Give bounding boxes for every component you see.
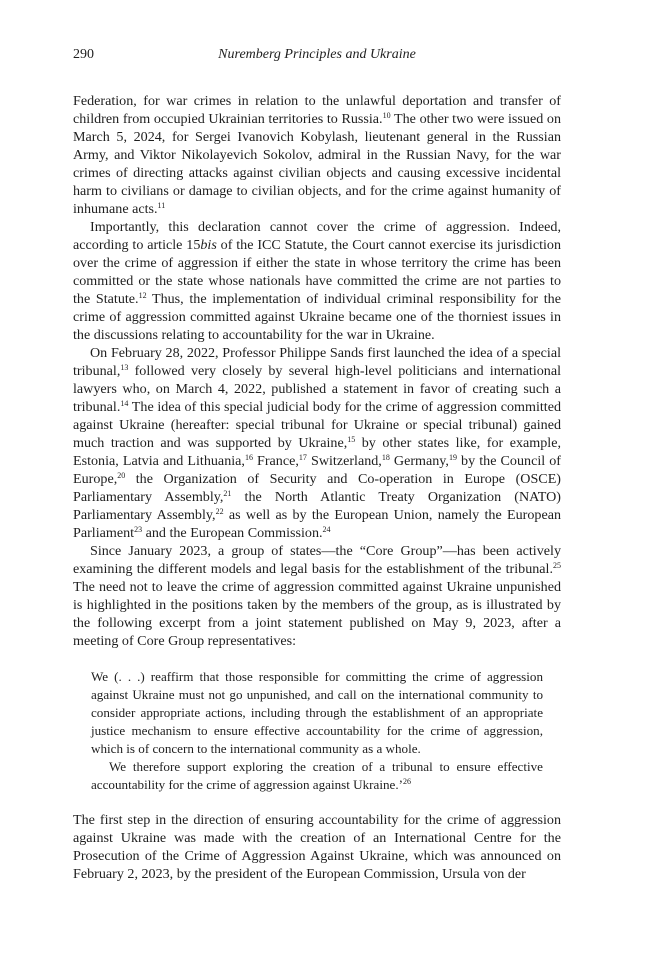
footnote-ref[interactable]: 17	[298, 453, 307, 462]
block-quote	[91, 668, 543, 794]
page-header	[73, 47, 561, 67]
footnote-ref[interactable]: 15	[347, 435, 356, 444]
footnote-ref[interactable]: 26	[402, 777, 411, 786]
paragraph-2: Importantly, this declaration cannot cover the crime of aggression. Indeed, according to article 15bis of the ICC Statute, the Court cannot exercise its jurisdiction over the crime of aggression if either the state in whose territory the crime has been committed or the state whose nationals have committed the crime are not parties to the Statute.$^{12}$ Thus, the implementation of individual criminal responsibility for the crime of aggression committed against Ukraine became one of the thorniest issues in the discussions relating to accountability for the war in Ukraine.	[73, 219, 561, 343]
paragraph-4: Since January 2023, a group of states—the “Core Group”—has been actively examining the different models and legal basis for the establishment of the tribunal.$^{25}$ The need not to leave the crime of aggression committed against Ukraine unpunished is highlighted in the positions taken by the members of the group, as is illustrated by the following excerpt from a joint statement published on May 9, 2023, after a meeting of Core Group representatives:	[73, 543, 561, 649]
footnote-ref[interactable]: 23	[134, 525, 143, 534]
footnote-ref[interactable]: 19	[448, 453, 457, 462]
footnote-ref[interactable]: 25	[553, 561, 561, 570]
footnote-ref[interactable]: 16	[244, 453, 253, 462]
quote-paragraph-2: We therefore support exploring the creation of a tribunal to ensure effective accountability for the crime of aggression against Ukraine.’$^{26}$	[91, 759, 543, 792]
quote-paragraph-1: We (. . .) reaffirm that those responsible for committing the crime of aggression against Ukraine must not go unpunished, and call on the international community to consider appropriate actions, including through the establishment of an appropriate justice mechanism to ensure effective accountability for the crime of aggression, which is of concern to the international community as a whole.	[91, 669, 543, 756]
footnote-ref[interactable]: 22	[215, 507, 224, 516]
footnote-ref[interactable]: 13	[120, 363, 129, 372]
footnote-ref[interactable]: 20	[117, 471, 126, 480]
footnote-ref[interactable]: 21	[223, 489, 232, 498]
page-number: 290	[73, 47, 94, 62]
footnote-ref[interactable]: 12	[138, 291, 147, 300]
footnote-ref[interactable]: 14	[120, 399, 129, 408]
footnote-ref[interactable]: 18	[381, 453, 390, 462]
paragraph-5: The first step in the direction of ensuring accountability for the crime of aggression against Ukraine was made with the creation of an International Centre for the Prosecution of the Crime of Aggression Against Ukraine, which was announced on February 2, 2023, by the president of the European Commission, Ursula von der	[73, 812, 561, 882]
footnote-ref[interactable]: 11	[157, 201, 166, 210]
footnote-ref[interactable]: 10	[382, 111, 391, 120]
running-head: Nuremberg Principles and Ukraine	[218, 47, 416, 62]
paragraph-1: Federation, for war crimes in relation to the unlawful deportation and transfer of children from occupied Ukrainian territories to Russia.$^{10}$ The other two were issued on March 5, 2024, for Sergei Ivanovich Kobylash, lieutenant general in the Russian Army, and Viktor Nikolayevich Sokolov, admiral in the Russian Navy, for the war crimes of directing attacks against civilian objects and causing excessive incidental harm to civilians or damage to civilian objects, and for the crime against humanity of inhumane acts.$^{11}$	[73, 93, 561, 217]
paragraph-3: On February 28, 2022, Professor Philippe Sands first launched the idea of a special tribunal,$^{13}$ followed very closely by several high-level politicians and international lawyers who, on March 4, 2022, published a statement in favor of creating such a tribunal.$^{14}$ The idea of this special judicial body for the crime of aggression committed against Ukraine (hereafter: special tribunal for Ukraine or special tribunal) gained much traction and was supported by Ukraine,$^{15}$ by other states like, for example, Estonia, Latvia and Lithuania,$^{16}$ France,$^{17}$ Switzerland,$^{18}$ Germany,$^{19}$ by the Council of Europe,$^{20}$ the Organization of Security and Co-operation in Europe (OSCE) Parliamentary Assembly,$^{21}$ the North Atlantic Treaty Organization (NATO) Parliamentary Assembly,$^{22}$ as well as by the European Union, namely the European Parliament$^{23}$ and the European Commission.$^{24}$	[73, 345, 562, 541]
footnote-ref[interactable]: 24	[322, 525, 331, 534]
page-body	[73, 92, 561, 883]
